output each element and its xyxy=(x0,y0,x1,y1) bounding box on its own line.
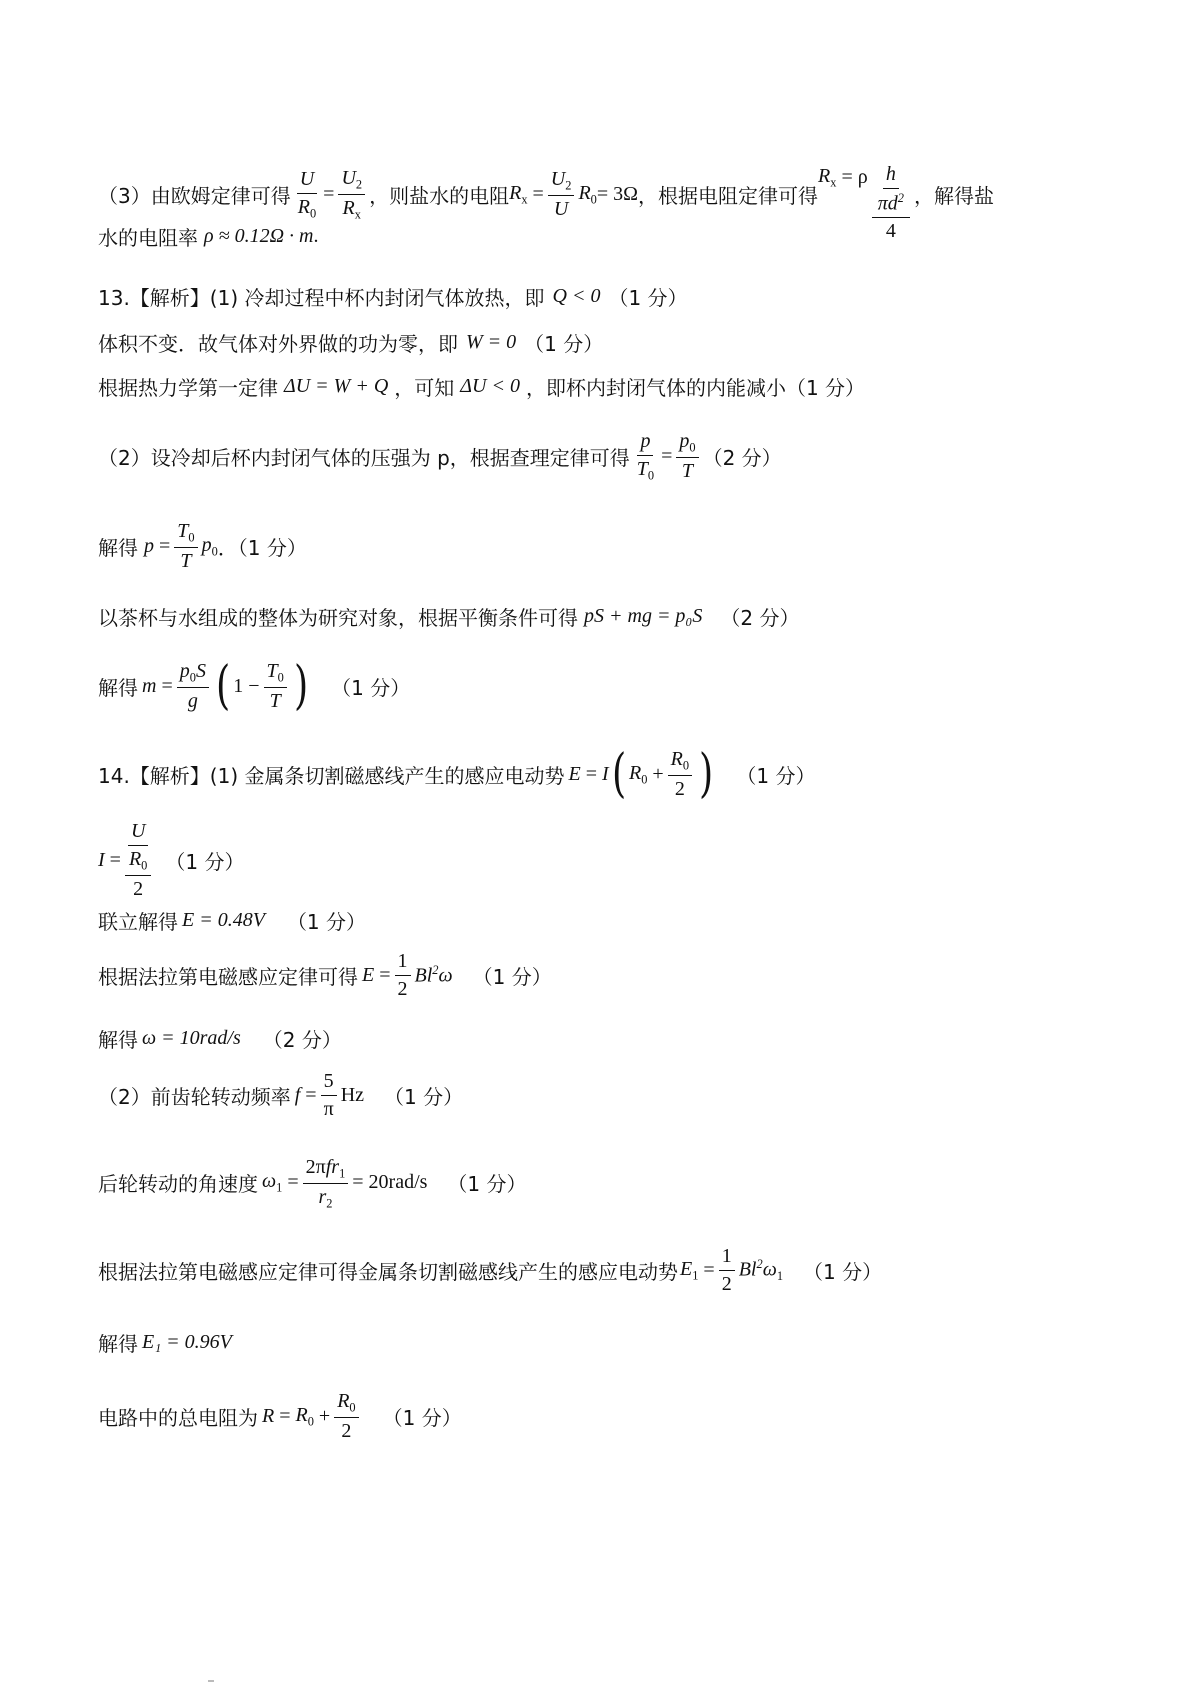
math-inline: W = 0 xyxy=(466,331,517,353)
q13-line-7: 解得 m = $\frac{p_0S}{g}$ ( 1 − $\frac{T_0}{T}$ ) （1 分） xyxy=(98,656,411,717)
score-label: （1 分） xyxy=(382,1405,462,1430)
resistance-value: = 3Ω xyxy=(596,182,639,205)
q13-line-4: （2）设冷却后杯内封闭气体的压强为 p，根据查理定律可得 $\frac{p}{T_0}$ = $\frac{p_0}{T}$ （2 分） xyxy=(98,430,782,483)
q14-line-4: 根据法拉第电磁感应定律可得 E = $\frac{1}{2}$ Bl$^2$ω （1 分） xyxy=(98,950,552,1000)
score-label: （1 分） xyxy=(384,1085,464,1109)
resistivity-line xyxy=(98,222,318,251)
fraction-resistance-law: h $\pi d^2$ 4 xyxy=(872,163,910,243)
fraction-u-r0-over-2: U $R_0$ 2 xyxy=(125,820,151,901)
score-label: （1 分） xyxy=(736,763,816,788)
score-label: （1 分） xyxy=(803,1260,883,1284)
score-label: （1 分） xyxy=(286,910,367,934)
q13-line-5: 解得 p = $\frac{T_0}{T}$ $p_0$ ．（1 分） xyxy=(98,520,307,572)
text-segment: （3）由欧姆定律可得 xyxy=(98,183,291,208)
score-label: （2 分） xyxy=(262,1028,342,1052)
fraction-1-2: $\frac{1}{2}$ xyxy=(719,1245,735,1296)
text-segment: 13.【解析】(1) 冷却过程中杯内封闭气体放热，即 xyxy=(98,286,545,310)
text-segment: . xyxy=(313,225,319,247)
text-segment: 根据法拉第电磁感应定律可得 xyxy=(98,965,358,989)
score-label: （2 分） xyxy=(720,606,800,630)
q14-line-1: 14.【解析】(1) 金属条切割磁感线产生的感应电动势 E = I ( $R_0$ + $\frac{R_0}{2}$ ) （1 分） xyxy=(98,744,816,805)
math-inline: Q < 0 xyxy=(552,285,601,307)
q14-line-8: 根据法拉第电磁感应定律可得金属条切割磁感线产生的感应电动势 $E_1$ = $\frac{1}{2}$ $Bl^2\omega_1$ （1 分） xyxy=(98,1245,883,1295)
fraction-u2-rx: $\frac{U_2}{R_x}$ xyxy=(338,167,365,221)
fraction-u-r0: $\frac{U}{R_0}$ xyxy=(297,167,317,221)
fraction-r0-2: $\frac{R_0}{2}$ xyxy=(334,1390,358,1443)
math-inline: E₁ = 0.96V xyxy=(142,1331,232,1353)
fraction-p-t0: $\frac{p}{T_0}$ xyxy=(636,430,655,483)
text-segment: 解得 xyxy=(98,1332,138,1356)
text-segment: 根据法拉第电磁感应定律可得金属条切割磁感线产生的感应电动势 xyxy=(98,1260,678,1284)
score-label: ．（1 分） xyxy=(217,535,307,560)
fraction-1-2: $\frac{1}{2}$ xyxy=(395,950,411,1001)
text-segment: 电路中的总电阻为 xyxy=(98,1405,258,1430)
text-segment: ，可知 xyxy=(394,376,455,400)
score-label: （1 分） xyxy=(447,1172,527,1197)
text-segment: 联立解得 xyxy=(98,910,178,934)
fraction-p0s-g: $\frac{p_0S}{g}$ xyxy=(177,660,209,713)
q14-line-7: 后轮转动的角速度 $\omega_1$ = $\frac{2\pi fr_1}{r_2}$ = 20rad/s （1 分） xyxy=(98,1156,527,1210)
text-segment: （2）设冷却后杯内封闭气体的压强为 p，根据查理定律可得 xyxy=(98,445,630,470)
math-inline: ΔU < 0 xyxy=(460,375,520,397)
math-inline: E = 0.48V xyxy=(182,909,265,931)
fraction-p0-t: $\frac{p_0}{T}$ xyxy=(676,430,698,483)
score-label: （1 分） xyxy=(472,965,552,989)
text-segment: 体积不变．故气体对外界做的功为零，即 xyxy=(98,332,458,356)
q14-line-5 xyxy=(98,1024,342,1053)
formula-line-ohm: （3）由欧姆定律可得 $\frac{U}{R_0}$ = $\frac{U_2}{R_x}$ ，则盐水的电阻 $R_x$ = $\frac{U_2}{U}$ $R_0$ = 3Ω ，根据电阻定律可得 $R_x$ = ρ h $\pi d^2$ 4 ，解得盐 xyxy=(98,163,994,243)
text-segment: 解得 xyxy=(98,675,138,700)
score-label: （1 分） xyxy=(165,849,245,874)
text-segment: 以茶杯与水组成的整体为研究对象，根据平衡条件可得 xyxy=(98,606,578,630)
score-label: （2 分） xyxy=(702,445,782,470)
text-segment: ，则盐水的电阻 xyxy=(369,183,510,208)
fraction-u2-u: $\frac{U_2}{U}$ xyxy=(548,168,575,221)
text-segment: ，解得盐 xyxy=(913,183,994,208)
text-segment: 水的电阻率 xyxy=(98,226,198,250)
angular-velocity-value: = 20rad/s xyxy=(352,1171,428,1194)
fraction-r0-2: $\frac{R_0}{2}$ xyxy=(668,748,692,801)
fraction-t0-t: $\frac{T_0}{T}$ xyxy=(264,660,287,713)
fraction-5-pi: $\frac{5}{\pi}$ xyxy=(321,1070,337,1121)
q13-line-3 xyxy=(98,372,865,401)
q13-line-1 xyxy=(98,282,688,311)
footer-mark xyxy=(208,1680,214,1682)
resistivity-value: ρ ≈ 0.12Ω · m xyxy=(204,225,314,247)
fraction-2pifr1-r2: $\frac{2\pi fr_1}{r_2}$ xyxy=(303,1155,349,1210)
q14-line-6: （2）前齿轮转动频率 f = $\frac{5}{\pi}$ Hz （1 分） xyxy=(98,1070,464,1120)
score-label: （1 分） xyxy=(331,675,411,700)
text-segment: 后轮转动的角速度 xyxy=(98,1172,258,1197)
score-label: （1 分） xyxy=(524,332,604,356)
math-inline: pS + mg = p₀S xyxy=(584,605,703,627)
q14-line-3 xyxy=(98,906,366,935)
score-label: （1 分） xyxy=(608,286,688,310)
math-inline: ω = 10rad/s xyxy=(142,1027,241,1049)
text-segment: 14.【解析】(1) 金属条切割磁感线产生的感应电动势 xyxy=(98,763,565,788)
q14-line-2: I = U $R_0$ 2 （1 分） xyxy=(98,820,245,900)
q13-line-2 xyxy=(98,328,603,357)
text-segment: ，即杯内封闭气体的内能减小（1 分） xyxy=(525,376,866,400)
math-inline: ΔU = W + Q xyxy=(284,375,389,397)
q14-line-10: 电路中的总电阻为 R = $R_0$ + $\frac{R_0}{2}$ （1 分） xyxy=(98,1390,462,1442)
fraction-t0-t: $\frac{T_0}{T}$ xyxy=(174,520,197,573)
text-segment: （2）前齿轮转动频率 xyxy=(98,1085,291,1109)
text-segment: 解得 xyxy=(98,535,138,560)
text-segment: 根据热力学第一定律 xyxy=(98,376,278,400)
q13-line-6 xyxy=(98,602,799,631)
text-segment: ，根据电阻定律可得 xyxy=(638,183,819,208)
q14-line-9 xyxy=(98,1328,232,1357)
text-segment: 解得 xyxy=(98,1028,138,1052)
